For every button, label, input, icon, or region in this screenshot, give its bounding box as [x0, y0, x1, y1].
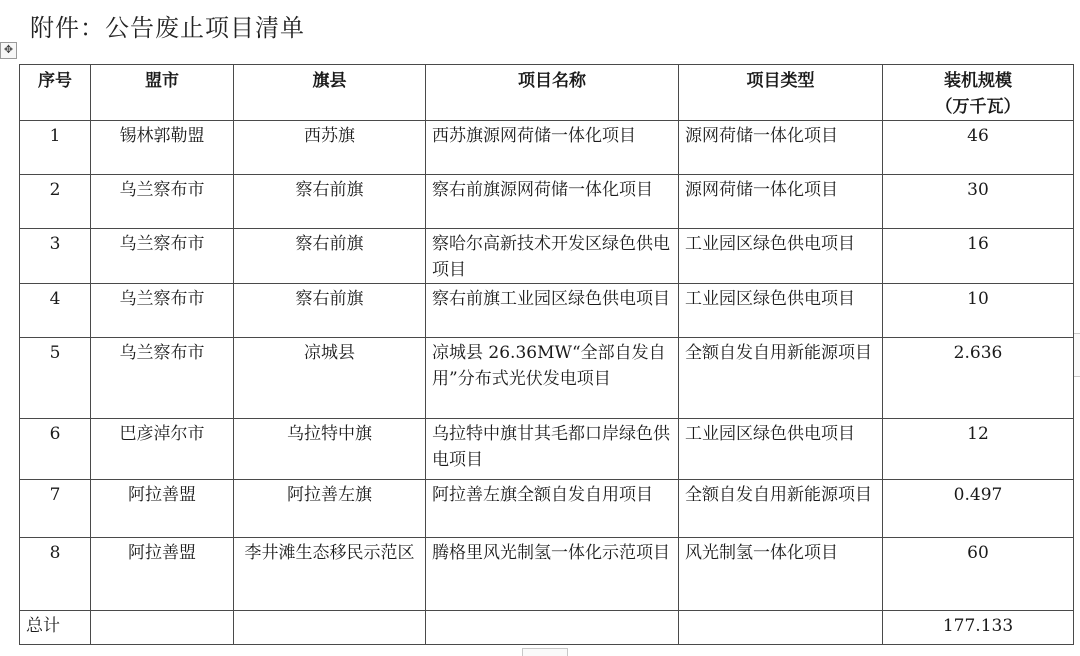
cell-banner-county: 阿拉善左旗: [234, 480, 426, 538]
cell-banner-county: 李井滩生态移民示范区: [234, 538, 426, 611]
cell-project-type: 风光制氢一体化项目: [679, 538, 883, 611]
cell-index: 1: [20, 121, 91, 175]
cell-banner-county: 察右前旗: [234, 175, 426, 229]
total-empty-cell: [91, 611, 234, 645]
cell-league-city: 乌兰察布市: [91, 284, 234, 338]
cell-project-type: 全额自发自用新能源项目: [679, 338, 883, 419]
table-row: [20, 419, 1074, 480]
table-header-row: [20, 65, 1074, 121]
move-arrows-icon[interactable]: ✥: [0, 42, 17, 59]
header-capacity-line2: （万千瓦）: [935, 97, 1021, 117]
cell-banner-county: 察右前旗: [234, 284, 426, 338]
header-project-name: 项目名称: [426, 65, 679, 121]
project-table: [19, 64, 1074, 645]
cell-banner-county: 察右前旗: [234, 229, 426, 284]
cell-project-name: 察右前旗源网荷储一体化项目: [426, 175, 679, 229]
cell-index: 3: [20, 229, 91, 284]
cell-project-type: 源网荷储一体化项目: [679, 121, 883, 175]
header-project-type: 项目类型: [679, 65, 883, 121]
header-capacity-line1: 装机规模: [944, 71, 1012, 91]
header-league-city: 盟市: [91, 65, 234, 121]
total-label: 总计: [20, 611, 91, 645]
header-capacity: [883, 65, 1074, 121]
cell-project-name: 西苏旗源网荷储一体化项目: [426, 121, 679, 175]
table-row: [20, 121, 1074, 175]
cell-league-city: 乌兰察布市: [91, 229, 234, 284]
total-empty-cell: [426, 611, 679, 645]
table-row: [20, 175, 1074, 229]
cell-capacity: 0.497: [883, 480, 1074, 538]
cell-project-name: 乌拉特中旗甘其毛都口岸绿色供电项目: [426, 419, 679, 480]
cell-project-name: 察右前旗工业园区绿色供电项目: [426, 284, 679, 338]
cell-capacity: 30: [883, 175, 1074, 229]
cell-index: 2: [20, 175, 91, 229]
cell-banner-county: 乌拉特中旗: [234, 419, 426, 480]
cell-capacity: 2.636: [883, 338, 1074, 419]
cell-league-city: 阿拉善盟: [91, 480, 234, 538]
cell-index: 7: [20, 480, 91, 538]
cell-league-city: 乌兰察布市: [91, 338, 234, 419]
cell-project-name: 阿拉善左旗全额自发自用项目: [426, 480, 679, 538]
page-edge-marker: [1073, 333, 1080, 377]
header-index: 序号: [20, 65, 91, 121]
table-row: [20, 284, 1074, 338]
cell-league-city: 阿拉善盟: [91, 538, 234, 611]
cell-capacity: 16: [883, 229, 1074, 284]
cell-capacity: 12: [883, 419, 1074, 480]
cell-project-name: 腾格里风光制氢一体化示范项目: [426, 538, 679, 611]
table-row: [20, 480, 1074, 538]
total-value: 177.133: [883, 611, 1074, 645]
cell-index: 4: [20, 284, 91, 338]
cell-capacity: 60: [883, 538, 1074, 611]
document-title: 附件：公告废止项目清单: [30, 14, 305, 42]
cell-project-name: 察哈尔高新技术开发区绿色供电项目: [426, 229, 679, 284]
cell-project-type: 工业园区绿色供电项目: [679, 229, 883, 284]
cell-capacity: 10: [883, 284, 1074, 338]
header-banner-county: 旗县: [234, 65, 426, 121]
cell-project-type: 源网荷储一体化项目: [679, 175, 883, 229]
total-empty-cell: [234, 611, 426, 645]
cell-index: 5: [20, 338, 91, 419]
cell-league-city: 锡林郭勒盟: [91, 121, 234, 175]
table-row: [20, 229, 1074, 284]
cell-banner-county: 西苏旗: [234, 121, 426, 175]
total-empty-cell: [679, 611, 883, 645]
table-row: [20, 338, 1074, 419]
cell-project-type: 全额自发自用新能源项目: [679, 480, 883, 538]
cell-index: 8: [20, 538, 91, 611]
table-row: [20, 538, 1074, 611]
cell-index: 6: [20, 419, 91, 480]
cell-project-type: 工业园区绿色供电项目: [679, 419, 883, 480]
cell-banner-county: 凉城县: [234, 338, 426, 419]
cell-project-type: 工业园区绿色供电项目: [679, 284, 883, 338]
cell-league-city: 乌兰察布市: [91, 175, 234, 229]
cell-league-city: 巴彦淖尔市: [91, 419, 234, 480]
total-row: [20, 611, 1074, 645]
cell-project-name: 凉城县 26.36MW“全部自发自用”分布式光伏发电项目: [426, 338, 679, 419]
cell-capacity: 46: [883, 121, 1074, 175]
